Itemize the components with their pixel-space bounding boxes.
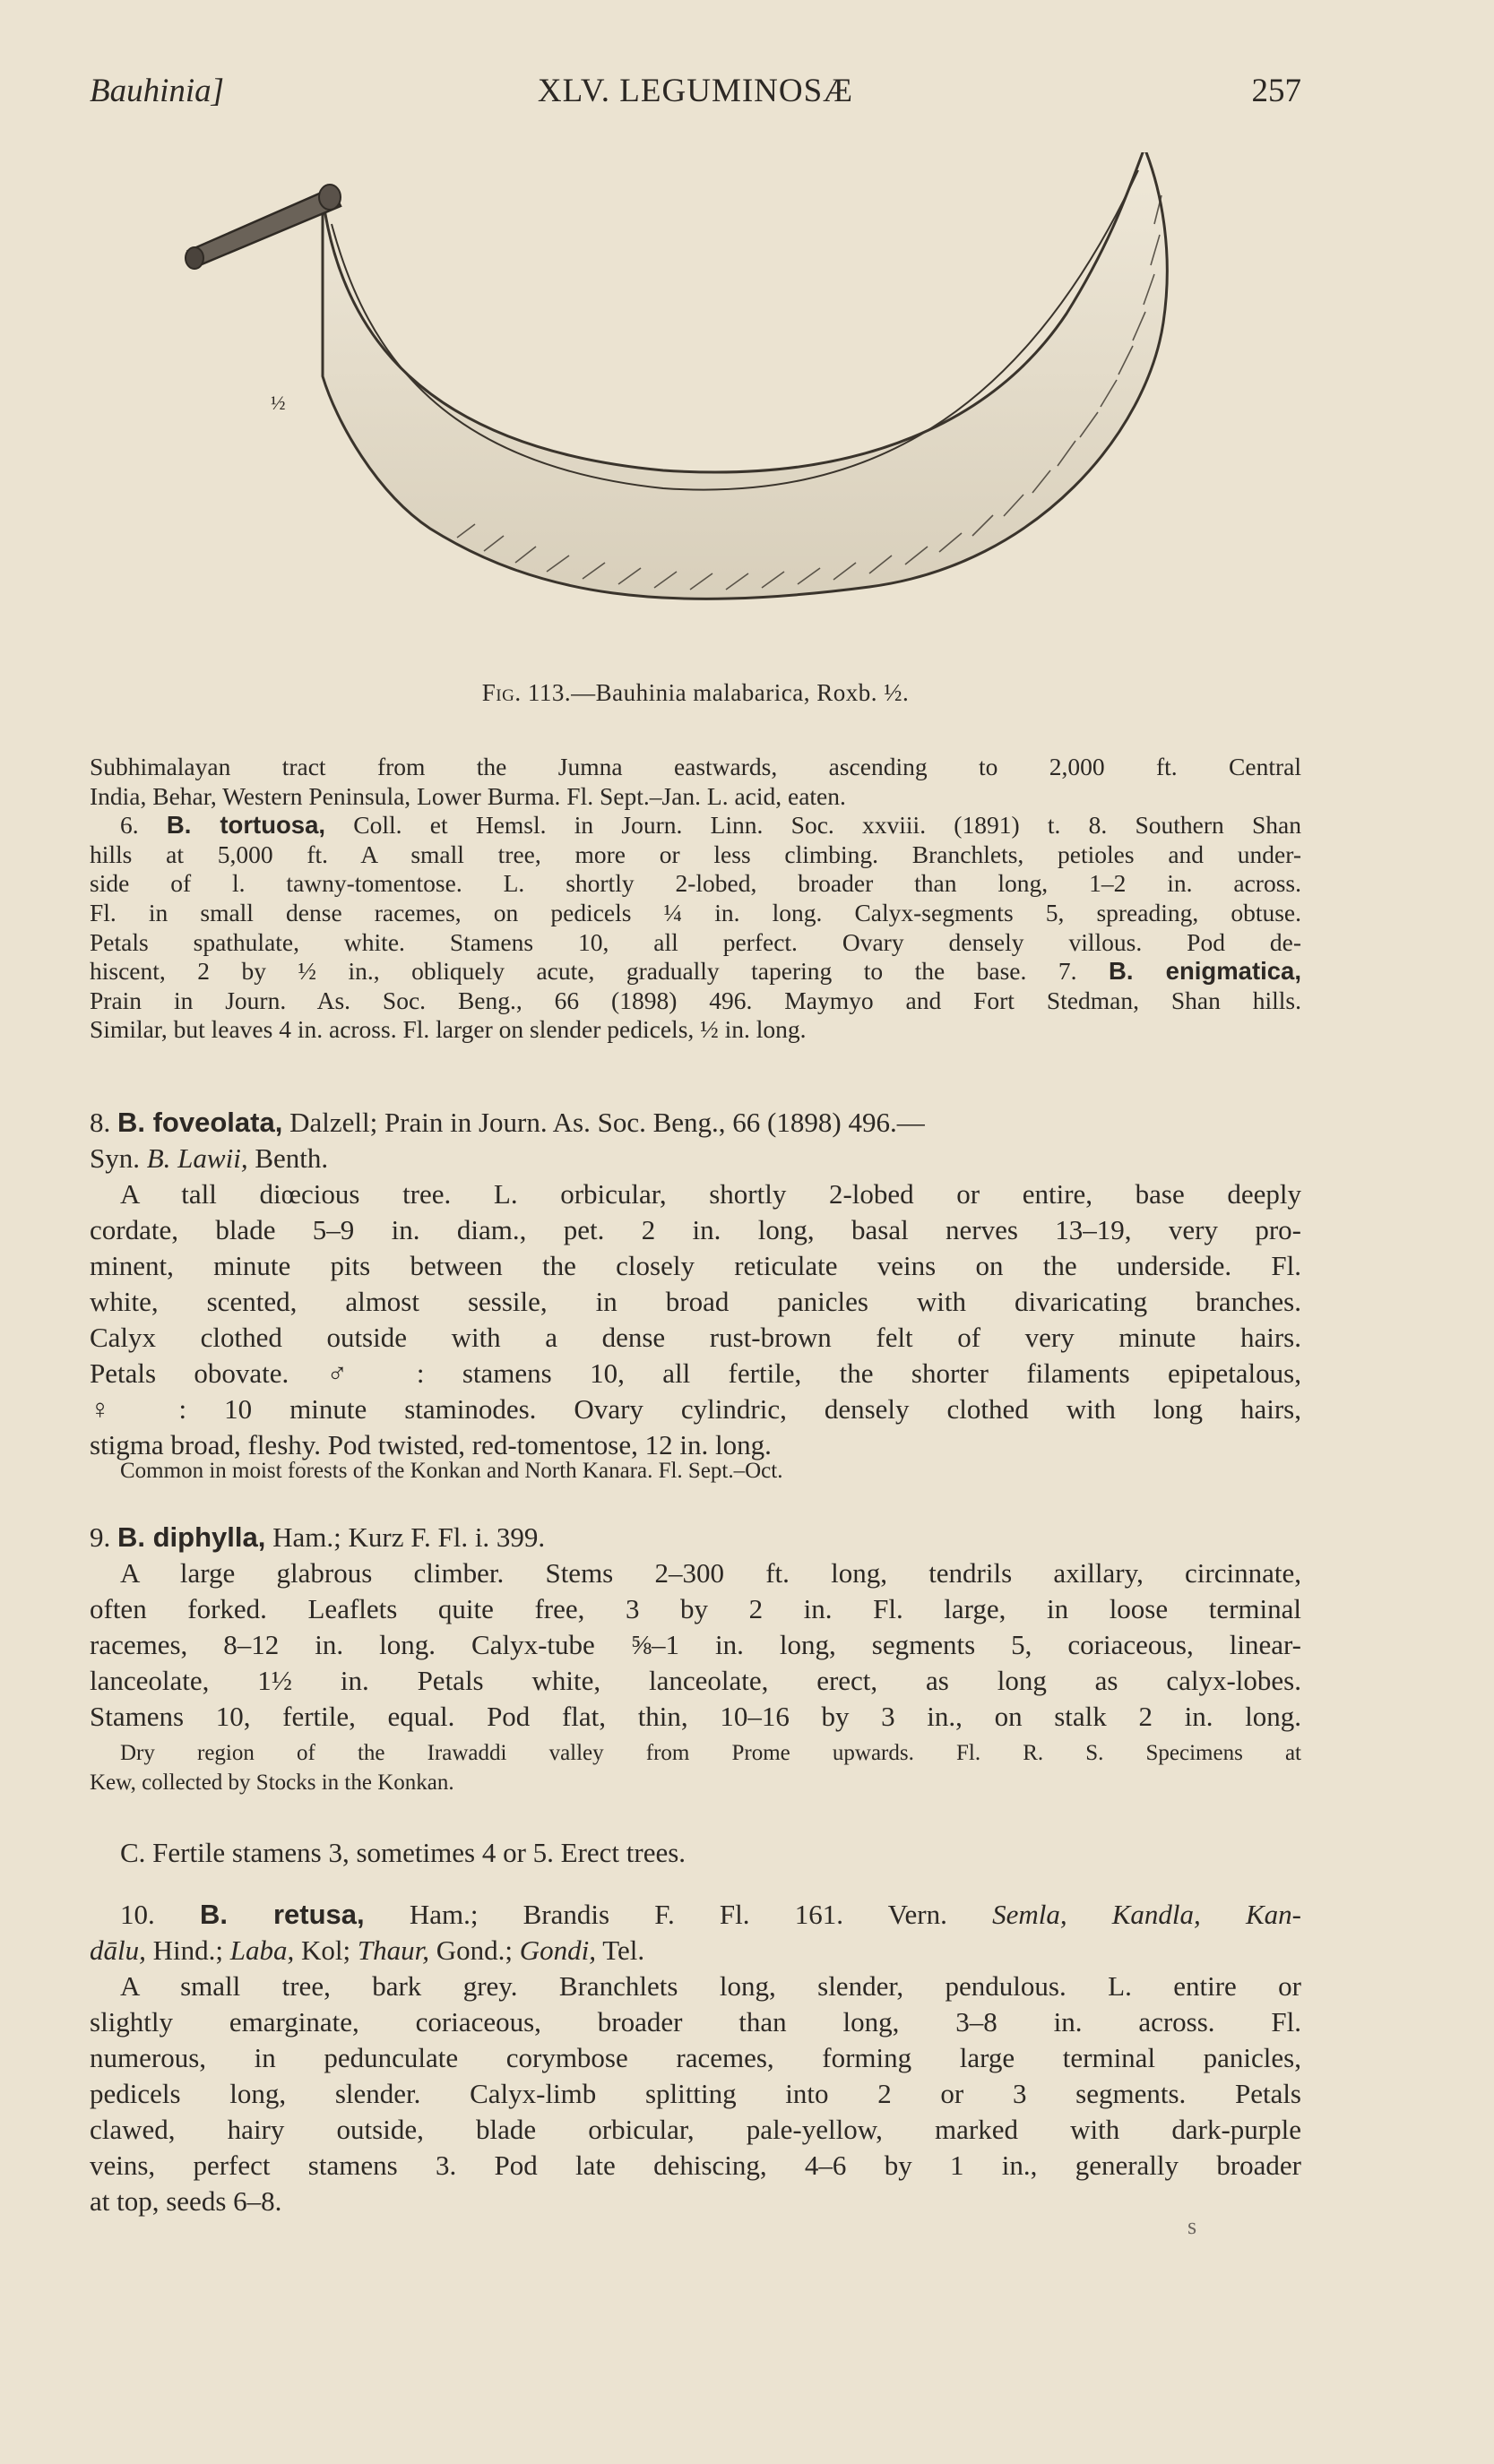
distribution-line: Dry region of the Irawaddi valley from Prome upwards. Fl. R. S. Specimens at	[120, 1741, 1301, 1765]
body-line: Petals obovate. ♂ : stamens 10, all fertile, the shorter filaments epipetalous,	[90, 1357, 1301, 1389]
species-number: 8.	[90, 1107, 111, 1138]
body-line: A small tree, bark grey. Branchlets long, slender, pendulous. L. entire or	[120, 1970, 1301, 2002]
species-citation: Dalzell; Prain in Journ. As. Soc. Beng., 66 (1898) 496.—	[282, 1107, 925, 1138]
seed-pod-illustration	[161, 152, 1219, 672]
body-line: cordate, blade 5–9 in. diam., pet. 2 in. long, basal nerves 13–19, very pro-	[90, 1214, 1301, 1245]
body-line: Fl. in small dense racemes, on pedicels ¼ in. long. Calyx-segments 5, spreading, obtuse.	[90, 898, 1301, 926]
header-genus: Bauhinia]	[90, 73, 225, 109]
vernacular-name: Thaur,	[357, 1934, 429, 1966]
body-line: white, scented, almost sessile, in broad panicles with divaricating branches.	[90, 1286, 1301, 1317]
figure-caption	[90, 679, 1301, 707]
section-c-heading	[90, 1835, 1301, 1871]
species-8-block	[90, 1105, 1301, 1463]
body-line: lanceolate, 1½ in. Petals white, lanceolate, erect, as long as calyx-lobes.	[90, 1665, 1301, 1696]
species-name: B. enigmatica,	[1108, 957, 1301, 986]
language-label: Kol;	[294, 1934, 358, 1966]
body-line: ♀ : 10 minute staminodes. Ovary cylindric, densely clothed with long hairs,	[90, 1393, 1301, 1425]
species-6-7-block	[90, 753, 1301, 1045]
body-line: numerous, in pedunculate corymbose racemes, forming large terminal panicles,	[90, 2042, 1301, 2073]
body-text: hiscent, 2 by ½ in., obliquely acute, gradually tapering to the base.	[90, 957, 1027, 986]
figure-caption-text: —Bauhinia malabarica, Roxb.	[571, 679, 885, 706]
intro-line: India, Behar, Western Peninsula, Lower Burma. Fl. Sept.–Jan. L. acid, eaten.	[90, 781, 846, 810]
vernacular-line	[90, 1933, 1301, 1969]
species-citation: Ham.; Kurz F. Fl. i. 399.	[265, 1521, 546, 1553]
intro-line: Subhimalayan tract from the Jumna eastwards, ascending to 2,000 ft. Central	[90, 753, 1301, 780]
species-number: 10.	[120, 1899, 155, 1930]
vernacular-name: Laba,	[229, 1934, 295, 1966]
body-line: veins, perfect stamens 3. Pod late dehiscing, 4–6 by 1 in., generally broader	[90, 2150, 1301, 2181]
page-number: 257	[1251, 73, 1301, 109]
species-citation: Coll. et Hemsl. in Journ. Linn. Soc. xxviii. (1891) t. 8. Southern Shan	[325, 811, 1301, 840]
synonym-line	[90, 1141, 1301, 1176]
species-name: B. diphylla,	[117, 1521, 266, 1553]
body-line: often forked. Leaflets quite free, 3 by 2 in. Fl. large, in loose terminal	[90, 1593, 1301, 1624]
language-label: Hind.;	[145, 1934, 230, 1966]
section-heading: C. Fertile stamens 3, sometimes 4 or 5. Erect trees.	[120, 1837, 687, 1868]
species-9-block	[90, 1520, 1301, 1735]
species-9-distribution	[90, 1738, 1301, 1797]
vernacular-name: Gondi,	[519, 1934, 596, 1966]
species-10-block	[90, 1897, 1301, 2219]
distribution-line: Kew, collected by Stocks in the Konkan.	[90, 1770, 454, 1795]
body-line: A tall diœcious tree. L. orbicular, shortly 2-lobed or entire, base deeply	[120, 1178, 1301, 1210]
body-line: Calyx clothed outside with a dense rust-brown felt of very minute hairs.	[90, 1322, 1301, 1353]
body-line: slightly emarginate, coriaceous, broader than long, 3–8 in. across. Fl.	[90, 2006, 1301, 2038]
species-number: 9.	[90, 1521, 111, 1553]
species-6-heading	[90, 811, 1301, 840]
species-citation: Ham.; Brandis F. Fl. 161. Vern.	[364, 1899, 993, 1930]
figure-scale-mark: ½	[271, 392, 286, 414]
synonym-author: Benth.	[247, 1142, 329, 1174]
synonym-name: B. Lawii,	[146, 1142, 248, 1174]
body-line: side of l. tawny-tomentose. L. shortly 2-lobed, broader than long, 1–2 in. across.	[90, 869, 1301, 898]
body-line: Petals spathulate, white. Stamens 10, all perfect. Ovary densely villous. Pod de-	[90, 927, 1301, 956]
species-name: B. retusa,	[199, 1899, 365, 1930]
species-number: 6.	[120, 811, 139, 840]
species-9-heading	[90, 1520, 1301, 1555]
body-line: Prain in Journ. As. Soc. Beng., 66 (1898) 496. Maymyo and Fort Stedman, Shan hills.	[90, 986, 1301, 1014]
distribution-line: Common in moist forests of the Konkan and North Kanara. Fl. Sept.–Oct.	[120, 1459, 783, 1483]
species-10-heading	[90, 1897, 1301, 1933]
species-name: B. foveolata,	[117, 1107, 283, 1138]
header-family: XLV. LEGUMINOSÆ	[537, 73, 854, 109]
language-label: Tel.	[596, 1934, 645, 1966]
language-label: Gond.;	[429, 1934, 520, 1966]
species-number: 7.	[1026, 957, 1109, 986]
signature-mark: s	[1187, 2213, 1197, 2239]
vernacular-name: Semla, Kandla, Kan-	[992, 1899, 1301, 1930]
body-line: stigma broad, fleshy. Pod twisted, red-tomentose, 12 in. long.	[90, 1429, 772, 1460]
species-8-heading	[90, 1105, 1301, 1141]
synonym-label: Syn.	[90, 1142, 147, 1174]
body-line: minent, minute pits between the closely reticulate veins on the underside. Fl.	[90, 1250, 1301, 1281]
species-8-distribution	[90, 1456, 1301, 1486]
body-line: A large glabrous climber. Stems 2–300 ft. long, tendrils axillary, circinnate,	[120, 1557, 1301, 1589]
running-header	[90, 72, 1301, 116]
body-line	[90, 957, 1301, 986]
body-line: hills at 5,000 ft. A small tree, more or less climbing. Branchlets, petioles and under-	[90, 840, 1301, 868]
body-line: Stamens 10, fertile, equal. Pod flat, thin, 10–16 by 3 in., on stalk 2 in. long.	[90, 1701, 1301, 1732]
figure-number: Fig. 113.	[481, 679, 572, 706]
body-line: at top, seeds 6–8.	[90, 2185, 282, 2217]
body-line: clawed, hairy outside, blade orbicular, pale-yellow, marked with dark-purple	[90, 2114, 1301, 2145]
body-line: racemes, 8–12 in. long. Calyx-tube ⅝–1 in. long, segments 5, coriaceous, linear-	[90, 1629, 1301, 1660]
vernacular-name: dālu,	[90, 1934, 146, 1966]
figure-caption-scale: ½.	[884, 679, 910, 706]
species-name: B. tortuosa,	[166, 811, 326, 840]
body-line: Similar, but leaves 4 in. across. Fl. larger on slender pedicels, ½ in. long.	[90, 1015, 807, 1044]
body-line: pedicels long, slender. Calyx-limb splitting into 2 or 3 segments. Petals	[90, 2078, 1301, 2109]
